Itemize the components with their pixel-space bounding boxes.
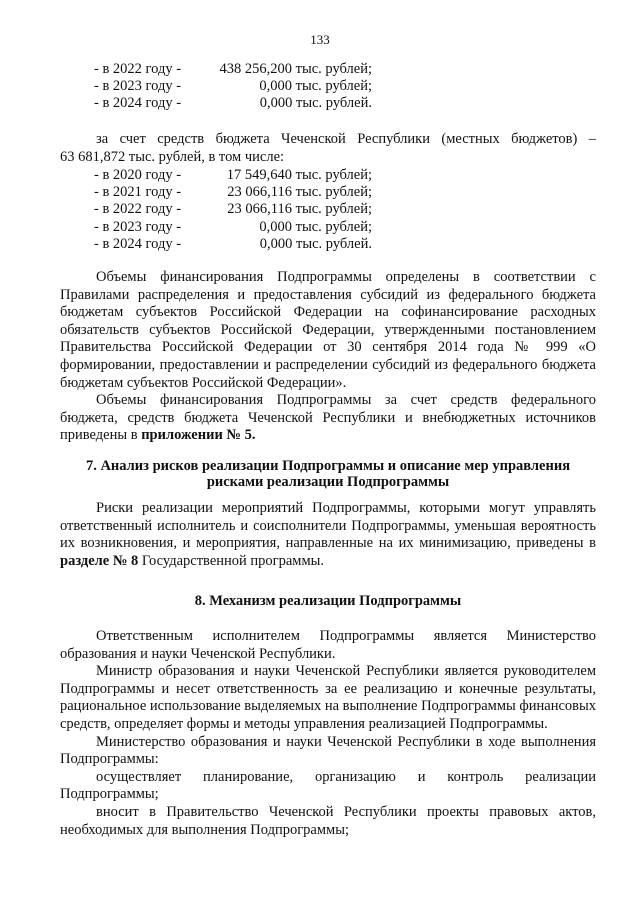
funding-list-local — [94, 167, 394, 253]
local-budget-line2: 63 681,872 тыс. рублей, в том числе: — [60, 148, 285, 165]
section-7-title-line1: 7. Анализ рисков реализации Подпрограммы и описание мер управления — [85, 458, 571, 474]
risks-text: Риски реализации мероприятий Подпрограммы, которыми могут управлять ответственный исполнитель и соисполнители Подпрограммы, уменьшая вероятность их возникновения, и мероприятия, направленные на их минимизацию, приведены в — [60, 500, 596, 552]
year-label: - в 2024 году - — [94, 95, 182, 112]
list-item — [94, 95, 394, 112]
list-item — [94, 184, 394, 201]
amount-value: 23 066,116 тыс. рублей; — [227, 184, 372, 201]
year-label: - в 2022 году - — [94, 201, 182, 218]
year-label: - в 2020 году - — [94, 167, 182, 183]
year-label: - в 2024 году - — [94, 235, 182, 252]
sources-paragraph — [60, 392, 596, 445]
year-label: - в 2023 году - — [94, 218, 182, 235]
risks-paragraph — [60, 500, 596, 570]
funding-list-federal — [94, 61, 394, 113]
year-label: - в 2021 году - — [94, 184, 182, 201]
section-7-title-line2: рисками реализации Подпрограммы — [206, 474, 450, 490]
section-8-body — [60, 628, 596, 839]
amount-value: 438 256,200 тыс. рублей; — [219, 61, 372, 77]
page-number: 133 — [310, 32, 330, 47]
year-label: - в 2023 году - — [94, 78, 182, 95]
sources-text: Объемы финансирования Подпрограммы за счет средств федерального бюджета, средств бюджета Чеченской Республики и внебюджетных источников приведены в — [60, 392, 596, 444]
planning-paragraph: осуществляет планирование, организацию и контроль реализации Подпрограммы; — [60, 768, 596, 803]
rules-paragraph: Объемы финансирования Подпрограммы определены в соответствии с Правилами распределения и предоставления субсидий из федерального бюджета бюджетам субъектов Российской Федерации на софинансирование расходных обязательств субъектов Российской Федерации, утвержденными постановлением Правительства Российской Федерации от 30 сентября 2014 года № 999 «О формировании, предоставлении и распределении субсидий из федерального бюджета бюджетам субъектов Российской Федерации». — [60, 269, 596, 391]
section-7-body — [60, 500, 596, 570]
amount-value: 0,000 тыс. рублей; — [259, 218, 372, 235]
list-item — [94, 201, 394, 218]
list-item — [94, 61, 394, 78]
amount-value: 0,000 тыс. рублей. — [259, 95, 372, 112]
minister-paragraph: Министр образования и науки Чеченской Республики является руководителем Подпрограммы и несет ответственность за ее реализацию и конечные результаты, рациональное использование выделяемых на выполнение Подпрограммы финансовых средств, определяет формы и методы управления реализацией Подпрограммы. — [60, 663, 597, 732]
financing-paragraphs — [60, 269, 596, 445]
year-label: - в 2022 году - — [94, 61, 182, 77]
amount-value: 0,000 тыс. рублей. — [259, 235, 372, 252]
legal-acts-paragraph: вносит в Правительство Чеченской Республики проекты правовых актов, необходимых для выполнения Подпрограммы; — [60, 803, 596, 838]
amount-value: 17 549,640 тыс. рублей; — [226, 167, 372, 183]
appendix-reference: приложении № 5. — [141, 427, 256, 444]
list-item — [94, 78, 394, 95]
responsible-paragraph: Ответственным исполнителем Подпрограммы является Министерство образования и науки Чеченской Республики. — [60, 628, 596, 662]
amount-value: 0,000 тыс. рублей; — [259, 78, 372, 95]
section-reference: разделе № 8 — [60, 552, 139, 569]
amount-value: 23 066,116 тыс. рублей; — [227, 201, 372, 218]
list-item — [94, 236, 394, 253]
local-budget-line1: за счет средств бюджета Чеченской Республики (местных бюджетов) – — [96, 131, 596, 147]
list-item — [94, 219, 394, 236]
section-7-heading — [60, 458, 596, 490]
ministry-paragraph: Министерство образования и науки Чеченской Республики в ходе выполнения Подпрограммы: — [60, 733, 596, 768]
local-budget-paragraph — [60, 131, 596, 166]
section-8-heading: 8. Механизм реализации Подпрограммы — [194, 593, 462, 609]
list-item — [94, 167, 394, 184]
risks-tail: Государственной программы. — [138, 552, 325, 569]
